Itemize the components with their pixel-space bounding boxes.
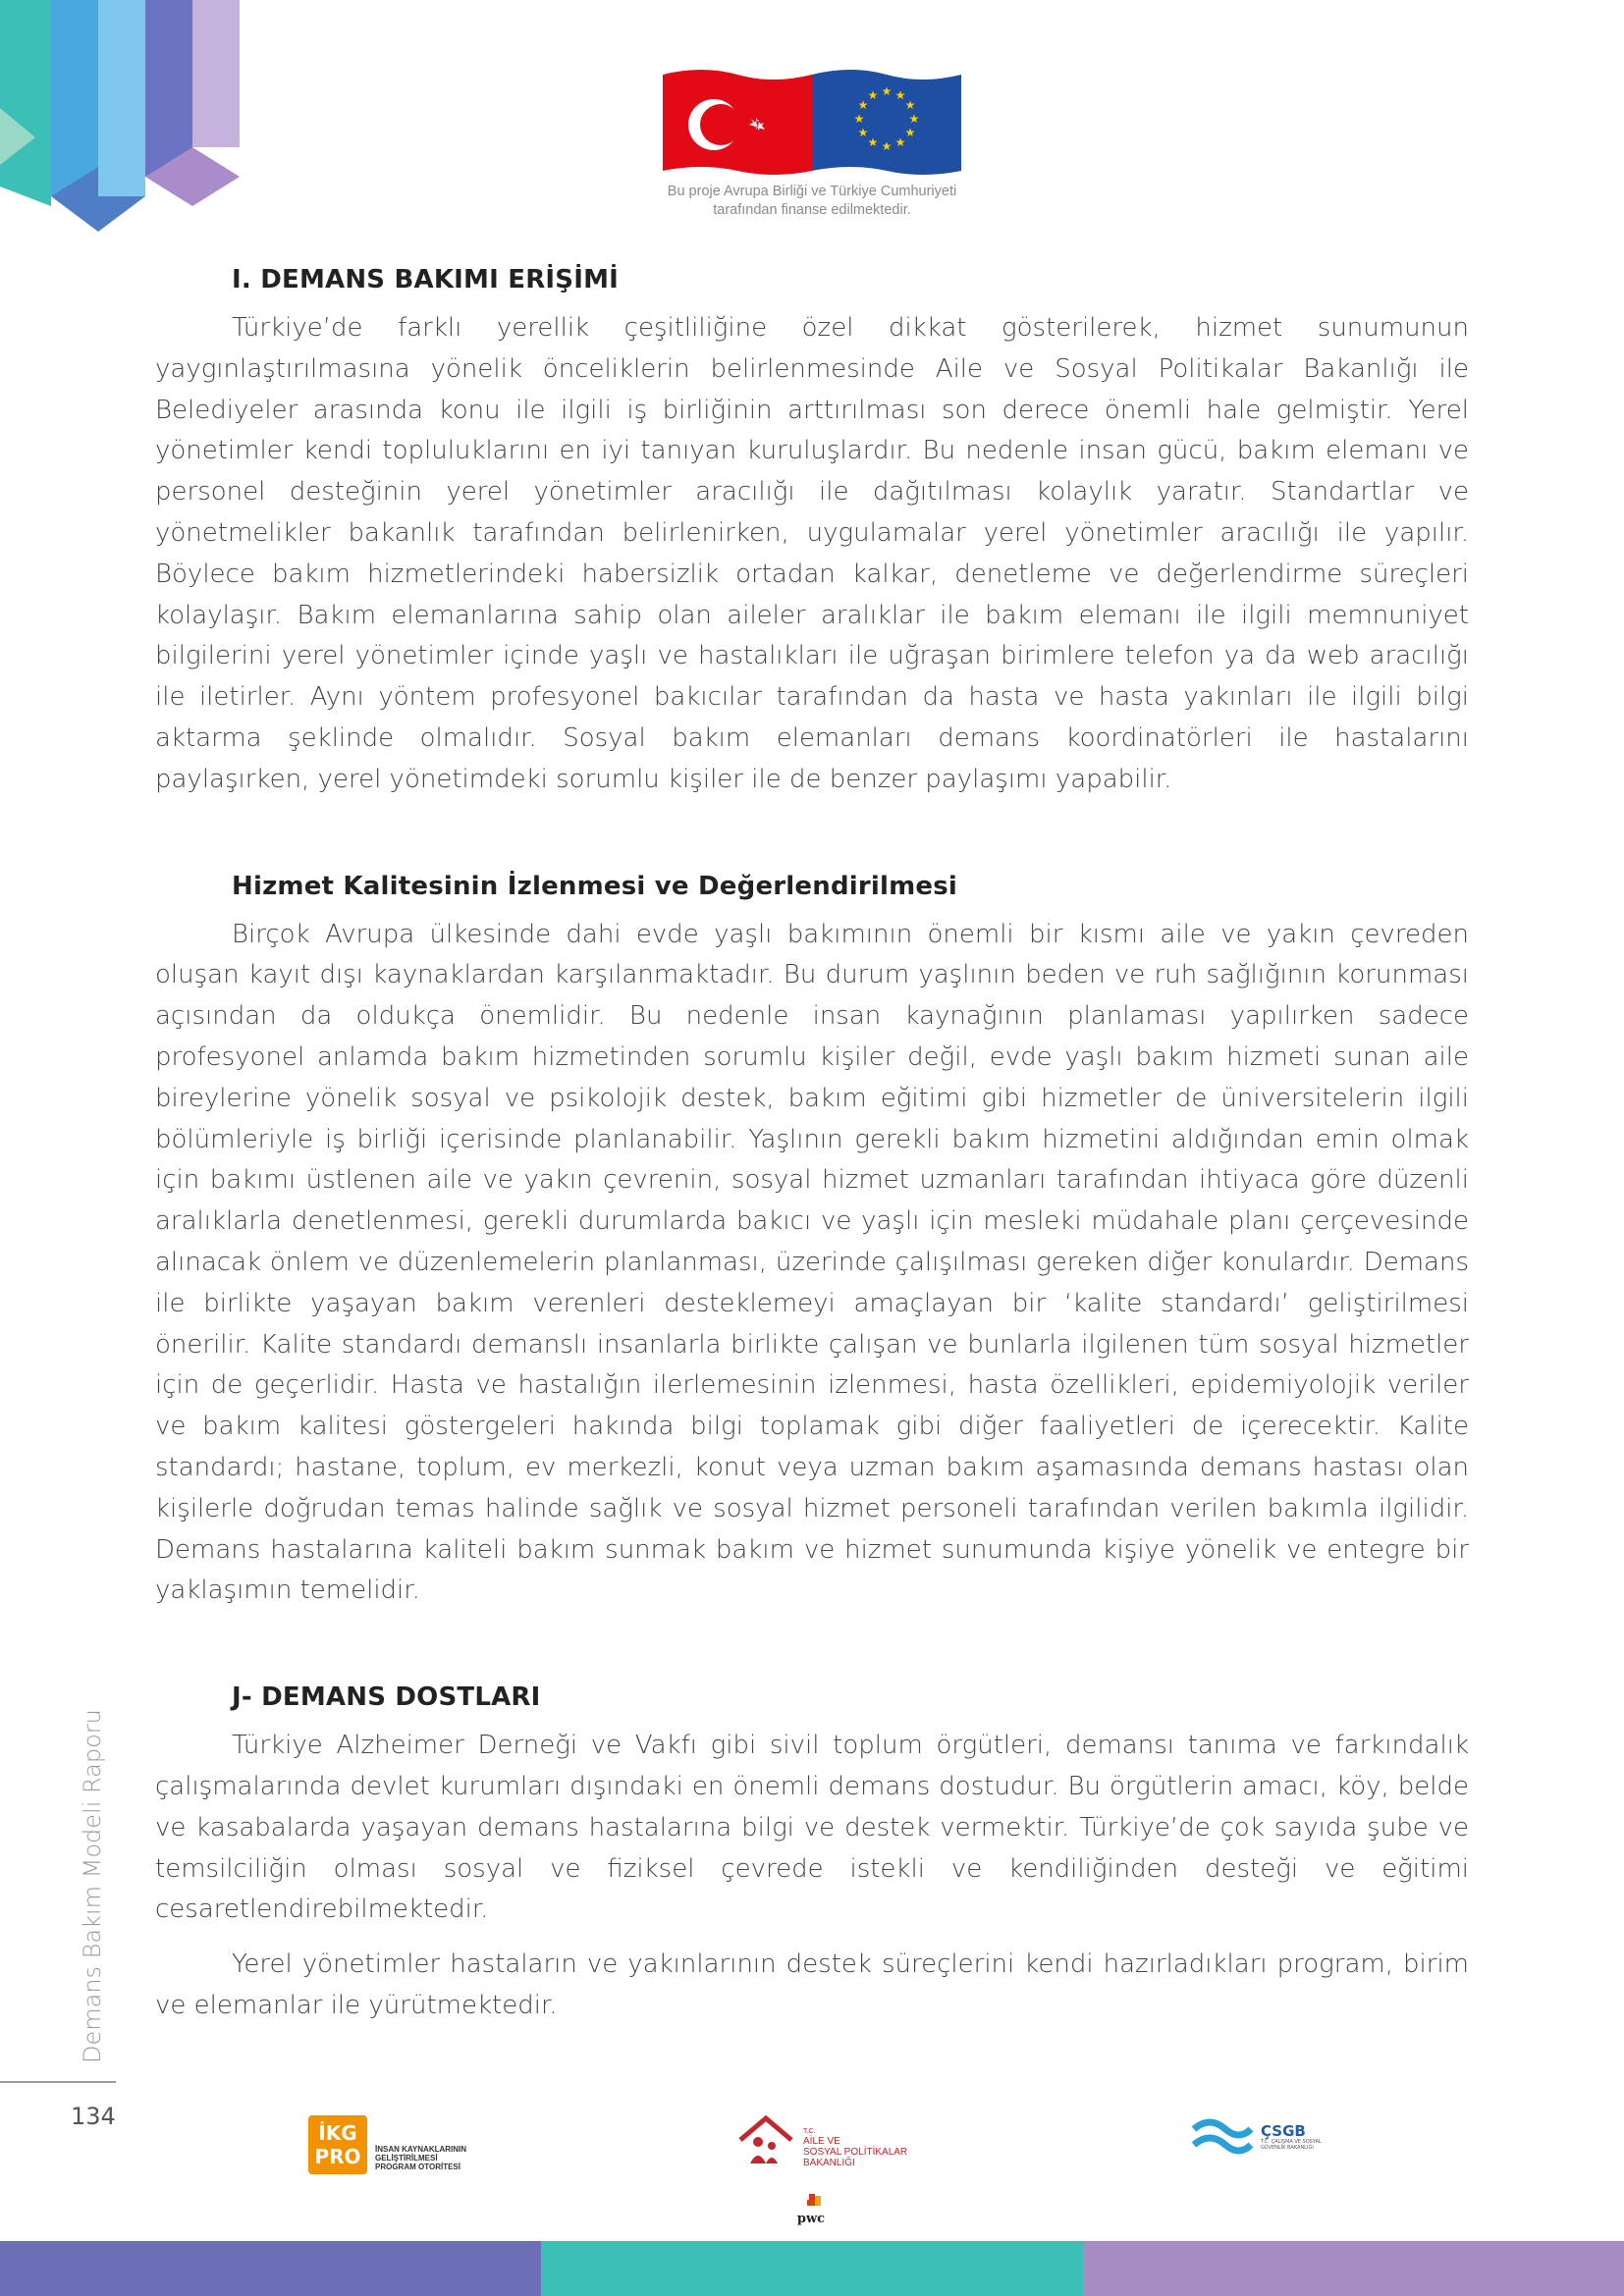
csgb-name: ÇSGB (1261, 2122, 1306, 2140)
funding-caption (660, 183, 964, 220)
svg-text:★: ★ (857, 98, 869, 112)
svg-text:★: ★ (853, 112, 865, 126)
asp-line1: AİLE VE (803, 2136, 840, 2147)
svg-text:★: ★ (904, 98, 916, 112)
ikg-pro-logo (308, 2115, 483, 2174)
csgb-wave-icon (1190, 2115, 1255, 2159)
csgb-logo (1190, 2115, 1329, 2159)
paragraph: Birçok Avrupa ülkesinde dahi evde yaşlı bakımının önemli bir kısmı aile ve yakın çevreden oluşan kayıt dışı kaynaklardan karşılanmaktadır. Bu durum yaşlının beden ve ruh sağlığının korunması açısından da oldukça önemlidir. Bu nedenle insan kaynağının planlaması yapılırken sadece profesyonel anlamda bakım hizmetinden sorumlu kişiler değil, evde yaşlı bakım hizmeti sunan aile bireylerine yönelik sosyal ve psikolojik destek, bakım eğitimi gibi hizmetler de üniversitelerin ilgili bölümleriyle iş birliği içerisinde planlanabilir. Yaşlının gerekli bakım hizmetini aldığından emin olmak için bakımı üstlenen aile ve yakın çevrenin, sosyal hizmet uzmanları tarafından ihtiyaca göre düzenli aralıklarla denetlenmesi, gerekli durumlarda bakıcı ve yaşlı için mesleki müdahale planı çerçevesinde alınacak önlem ve düzenlemelerin planlanması, üzerinde çalışılması gereken diğer konulardır. Demans ile birlikte yaşayan bakım verenleri desteklemeyi amaçlayan bir ‘kalite standardı’ geliştirilmesi önerilir. Kalite standardı demanslı insanlarla birlikte çalışan ve bunlarla ilgilenen tüm sosyal hizmetler için de geçerlidir. Hasta ve hastalığın ilerlemesinin izlenmesi, hasta özellikleri, epidemiyolojik veriler ve bakım kalitesi göstergeleri hakında bilgi toplamak gibi diğer faaliyetleri de içerecektir. Kalite standardı; hastane, toplum, ev merkezli, konut veya uzman bakım aşamasında demans hastası olan kişilerle doğrudan temas halinde sağlık ve sosyal hizmet personeli tarafından verilen bakımla ilgilidir. Demans hastalarına kaliteli bakım sunmak bakım ve hizmet sunumunda kişiye yönelik ve entegre bir yaklaşımın temelidir. (155, 919, 1469, 1606)
asp-text (803, 2128, 907, 2168)
svg-text:★: ★ (904, 126, 916, 139)
svg-text:★: ★ (881, 84, 893, 98)
section-heading-hizmet-kalitesi: Hizmet Kalitesinin İzlenmesi ve Değerlendirilmesi (232, 871, 958, 901)
section-heading-demans-bakimi-erisimi: I. DEMANS BAKIMI ERİŞİMİ (232, 265, 620, 294)
bottom-color-bar (0, 2241, 1624, 2296)
svg-text:★: ★ (867, 135, 879, 149)
svg-text:★: ★ (857, 126, 869, 139)
turkey-flag-icon (663, 69, 812, 175)
report-title-vertical: Demans Bakım Modeli Raporu (79, 1709, 106, 2063)
svg-text:★: ★ (908, 112, 920, 126)
asp-line3: BAKANLIĞI (803, 2158, 855, 2168)
corner-decoration (0, 0, 245, 236)
funding-caption-line2: tarafından finanse edilmektedir. (713, 202, 911, 218)
family-house-icon (736, 2112, 797, 2167)
pwc-blocks-icon (799, 2194, 823, 2208)
svg-text:★: ★ (867, 88, 879, 102)
ikg-text (375, 2145, 483, 2171)
asp-line2: SOSYAL POLİTİKALAR (803, 2147, 908, 2158)
bar-segment-right (1083, 2241, 1624, 2296)
eu-flag-icon (812, 69, 961, 175)
csgb-sub: T.C. ÇALIŞMA VE SOSYAL GÜVENLİK BAKANLIĞI (1261, 2139, 1322, 2151)
funding-header (660, 69, 964, 220)
ikg-line3: PROGRAM OTORİTESİ (375, 2162, 460, 2171)
csgb-text (1261, 2123, 1329, 2151)
main-content (155, 265, 1469, 2027)
divider (0, 2081, 116, 2083)
funding-caption-line1: Bu proje Avrupa Birliği ve Türkiye Cumhuriyeti (667, 184, 957, 199)
pwc-text: pwc (796, 2212, 826, 2226)
asp-small: T.C. (803, 2128, 816, 2135)
svg-text:★: ★ (894, 88, 906, 102)
svg-text:★: ★ (894, 135, 906, 149)
paragraph: Yerel yönetimler hastaların ve yakınlarının destek süreçlerini kendi hazırladıkları program, birim ve elemanlar ile yürütmektedir. (155, 1949, 1469, 2020)
bar-segment-mid (541, 2241, 1082, 2296)
paragraph: Türkiye Alzheimer Derneği ve Vakfı gibi sivil toplum örgütleri, demansı tanıma ve farkındalık çalışmalarında devlet kurumları dışındaki en önemli demans dostudur. Bu örgütlerin amacı, köy, belde ve kasabalarda yaşayan demans hastalarına bilgi ve destek vermektir. Türkiye’de çok sayıda şube ve temsilciliğin olması sosyal ve fiziksel çevrede istekli ve kendiliğinden desteği ve eğitimi cesaretlendirebilmektedir. (155, 1731, 1469, 1925)
asp-ministry-logo (736, 2110, 907, 2168)
page-number: 134 (71, 2103, 116, 2130)
svg-text:★: ★ (881, 139, 893, 153)
paragraph: Türkiye’de farklı yerellik çeşitliliğine özel dikkat gösterilerek, hizmet sunumunun yaygınlaştırılmasına yönelik önceliklerin belirlenmesinde Aile ve Sosyal Politikalar Bakanlığı ile Belediyeler arasında konu ile ilgili iş birliğinin arttırılması son derece önemli hale gelmiştir. Yerel yönetimler kendi topluluklarını en iyi tanıyan kuruluşlardır. Bu nedenle insan gücü, bakım elemanı ve personel desteğinin yerel yönetimler aracılığı ile dağıtılması kolaylık yaratır. Standartlar ve yönetmelikler bakanlık tarafından belirlenirken, uygulamalar yerel yönetimler aracılığı ile yapılır. Böylece bakım hizmetlerindeki habersizlik ortadan kalkar, denetleme ve değerlendirme süreçleri kolaylaşır. Bakım elemanlarına sahip olan aileler aralıklar ile bakım elemanı ile ilgili memnuniyet bilgilerini yerel yönetimler içinde yaşlı ve hastalıkları ile uğraşan birimlere telefon ya da web aracılığı ile iletirler. Aynı yöntem profesyonel bakıcılar tarafından da hasta ve hasta yakınları ile ilgili bilgi aktarma şeklinde olmalıdır. Sosyal bakım elemanları demans koordinatörleri ile hastalarını paylaşırken, yerel yönetimdeki sorumlu kişiler ile de benzer paylaşımı yapabilir. (155, 313, 1469, 794)
ikg-line1: İNSAN KAYNAKLARININ (375, 2144, 467, 2154)
bar-segment-left (0, 2241, 541, 2296)
pwc-logo (791, 2193, 831, 2226)
section-heading-demans-dostlari: J- DEMANS DOSTLARI (232, 1682, 541, 1713)
ikg-mark: İKG PRO (308, 2115, 367, 2174)
ikg-line2: GELİŞTİRİLMESİ (375, 2153, 438, 2163)
